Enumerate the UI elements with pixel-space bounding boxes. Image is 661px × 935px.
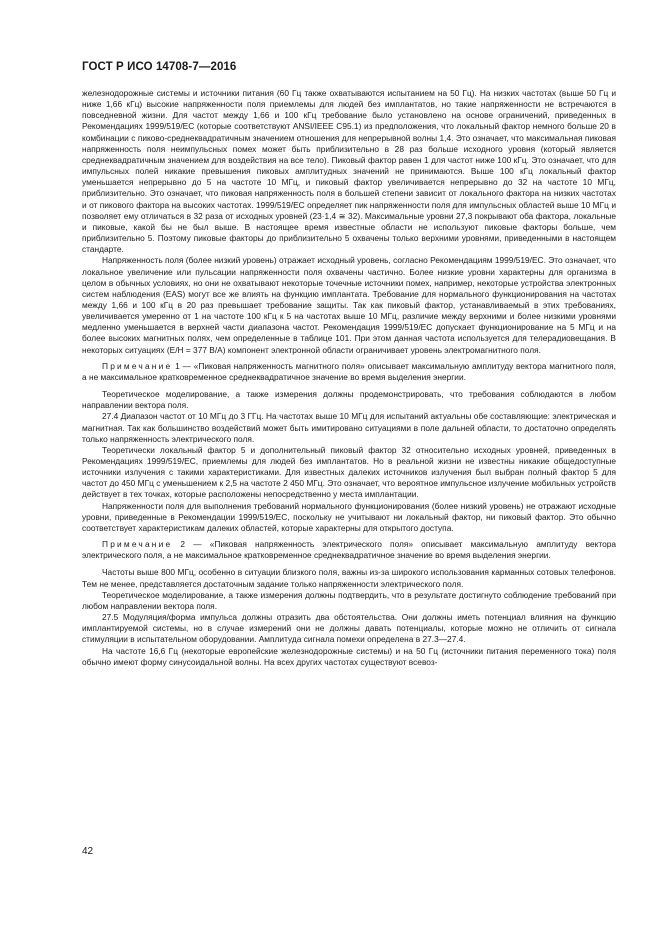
paragraph: Напряженность поля (более низкий уровень) отражает исходный уровень, согласно Рекомендациям 1999/519/EC. Это означает, что локальное увеличение или пульсации напряженности поля охвачены частично. Более низкие уровни характерны для организма в целом в обычных условиях, но они не охватывают некоторые точечные источники помех, например, некоторые устройства электронных систем наблюдения (EAS) могут все же влиять на функцию имплантата. Требование для нормального функционирования на частотах между 1,66 и 100 кГц в 20 раз превышает требование защиты. Так как пиковый фактор, устанавливаемый в этих требованиях, увеличивается умеренно от 1 на частоте 100 кГц к 5 на частотах выше 10 МГц, различие между верхними и более низкими уровнями медленно уменьшается в верхней части диапазона частот. Рекомендация 1999/519/EC допускает функционирование на 5 МГц и на более высоких магнитных полях, чем определенные в таблице 101. При этом данная частота используется для телерадиовещания. В некоторых ситуациях (E/H = 377 В/А) компонент электронной области ограничивает уровень электромагнитного поля. [82,255,616,355]
document-body [82,88,616,668]
paragraph: Теоретически локальный фактор 5 и дополнительный пиковый фактор 32 относительно исходных уровней, приведенных в Рекомендациях 1999/519/EC, приемлемы для людей без имплантатов. Но в реальной жизни не известны никакие общедоступные источники излучения с такими характеристиками. Для известных далеких источников излучения был выбран полный фактор 5 для частот до 450 МГц с уменьшением к 2,5 на частоте 2 450 МГц. Это означает, что вероятное импульсное излучение мобильных устройств действует в тех точках, которые расположены непосредственно у места имплантации. [82,444,616,500]
paragraph: железнодорожные системы и источники питания (60 Гц также охватываются испытанием на 50 Гц). На низких частотах (выше 50 Гц и ниже 1,66 кГц) высокие напряженности поля приемлемы для людей без имплантатов, но такие напряженности не встречаются в повседневной жизни. Для частот между 1,66 и 100 кГц требование было установлено на основе ограничений, приведенных в Рекомендациях 1999/519/EC (которые соответствуют ANSI/IEEE C95.1) из предположения, что локальный фактор немного больше 20 в комбинации с пиково-среднеквадратичным значением отношения для непрерывной волны 1,4. Это означает, что максимальная пиковая напряженность поля неимпульсных помех может быть приблизительно в 28 раз больше исходного уровня (который является среднеквадратичным значением для воздействия на все тело). Пиковый фактор равен 1 для частот ниже 100 кГц. Это означает, что для импульсных полей никакие превышения пиковых амплитудных значений не принимаются. Выше 100 кГц локальный фактор уменьшается непрерывно до 5 на частоте 10 МГц, и пиковый фактор увеличивается непрерывно до 32 на частоте 10 МГц, приблизительно. Это означает, что пиковая напряженность поля в большей степени зависит от локального фактора на низких частотах и от пикового фактора на высоких частотах. 1999/519/EC определяет пик напряженности поля для импульсных областей выше 10 МГц и позволяет ему отличаться в 32 раза от исходных уровней (23·1,4 ≅ 32). Максимальные уровни 27,3 покрывают оба фактора, локальные и пиковые, какой бы не был выше. В настоящее время известные области не используют пиковые факторы больше, чем приблизительно 5. Поэтому пиковые факторы до приблизительно 5 охвачены только верхними уровнями, приведенными в настоящем стандарте. [82,88,616,255]
paragraph: На частоте 16,6 Гц (некоторые европейские железнодорожные системы) и на 50 Гц (источники питания переменного тока) поля обычно имеют форму синусоидальной волны. На всех других частотах существуют всевоз- [82,645,616,667]
note-text: 2 — «Пиковая напряженность электрического поля» описывает максимальную амплитуду вектора электрического поля, а не максимальное кратковременное среднеквадратичное значение во время выделения энергии. [82,539,616,561]
paragraph: 27.5 Модуляция/форма импульса должны отразить два обстоятельства. Они должны иметь потенциал влияния на функцию имплантируемой системы, но в случае измерений они не должны давать потенциалы, которые можно не отличить от сигнала стимуляции в испытательном оборудовании. Амплитуда сигнала помехи определена в 27.3—27.4. [82,612,616,645]
note [82,539,616,561]
paragraph: Теоретическое моделирование, а также измерения должны подтвердить, что в результате достигнуто соблюдение требований при любом направлении вектора поля. [82,589,616,611]
note-label: Примечание [102,360,173,371]
paragraph: Частоты выше 800 МГц, особенно в ситуации близкого поля, важны из-за широкого использования карманных сотовых телефонов. Тем не менее, представляется достаточным задание только напряженности электрического поля. [82,567,616,589]
page-number: 42 [82,846,94,857]
paragraph: Теоретическое моделирование, а также измерения должны продемонстрировать, что требования соблюдаются в любом направлении вектора поля. [82,389,616,411]
note-label: Примечание [102,539,173,550]
note [82,361,616,383]
document-header: ГОСТ Р ИСО 14708-7—2016 [82,61,237,73]
note-text: 1 — «Пиковая напряженность магнитного поля» описывает максимальную амплитуду вектора магнитного поля, а не максимальное кратковременное среднеквадратичное значение во время выделения энергии. [82,360,616,382]
paragraph: Напряженности поля для выполнения требований нормального функционирования (более низкий уровень) не отражают исходные уровни, приведенные в Рекомендации 1999/519/EC, поскольку не учитывают ни локальный фактор, ни пиковый фактор. Это обычно соответствует характеристикам далеких областей, которые характерны для открытого доступа. [82,500,616,533]
paragraph: 27.4 Диапазон частот от 10 МГц до 3 ГГц. На частотах выше 10 МГц для испытаний актуальны обе составляющие: электрическая и магнитная. Так как большинство воздействий может быть имитировано ситуациями в поле дальней области, то достаточно определять только напряженность электрического поля. [82,411,616,444]
